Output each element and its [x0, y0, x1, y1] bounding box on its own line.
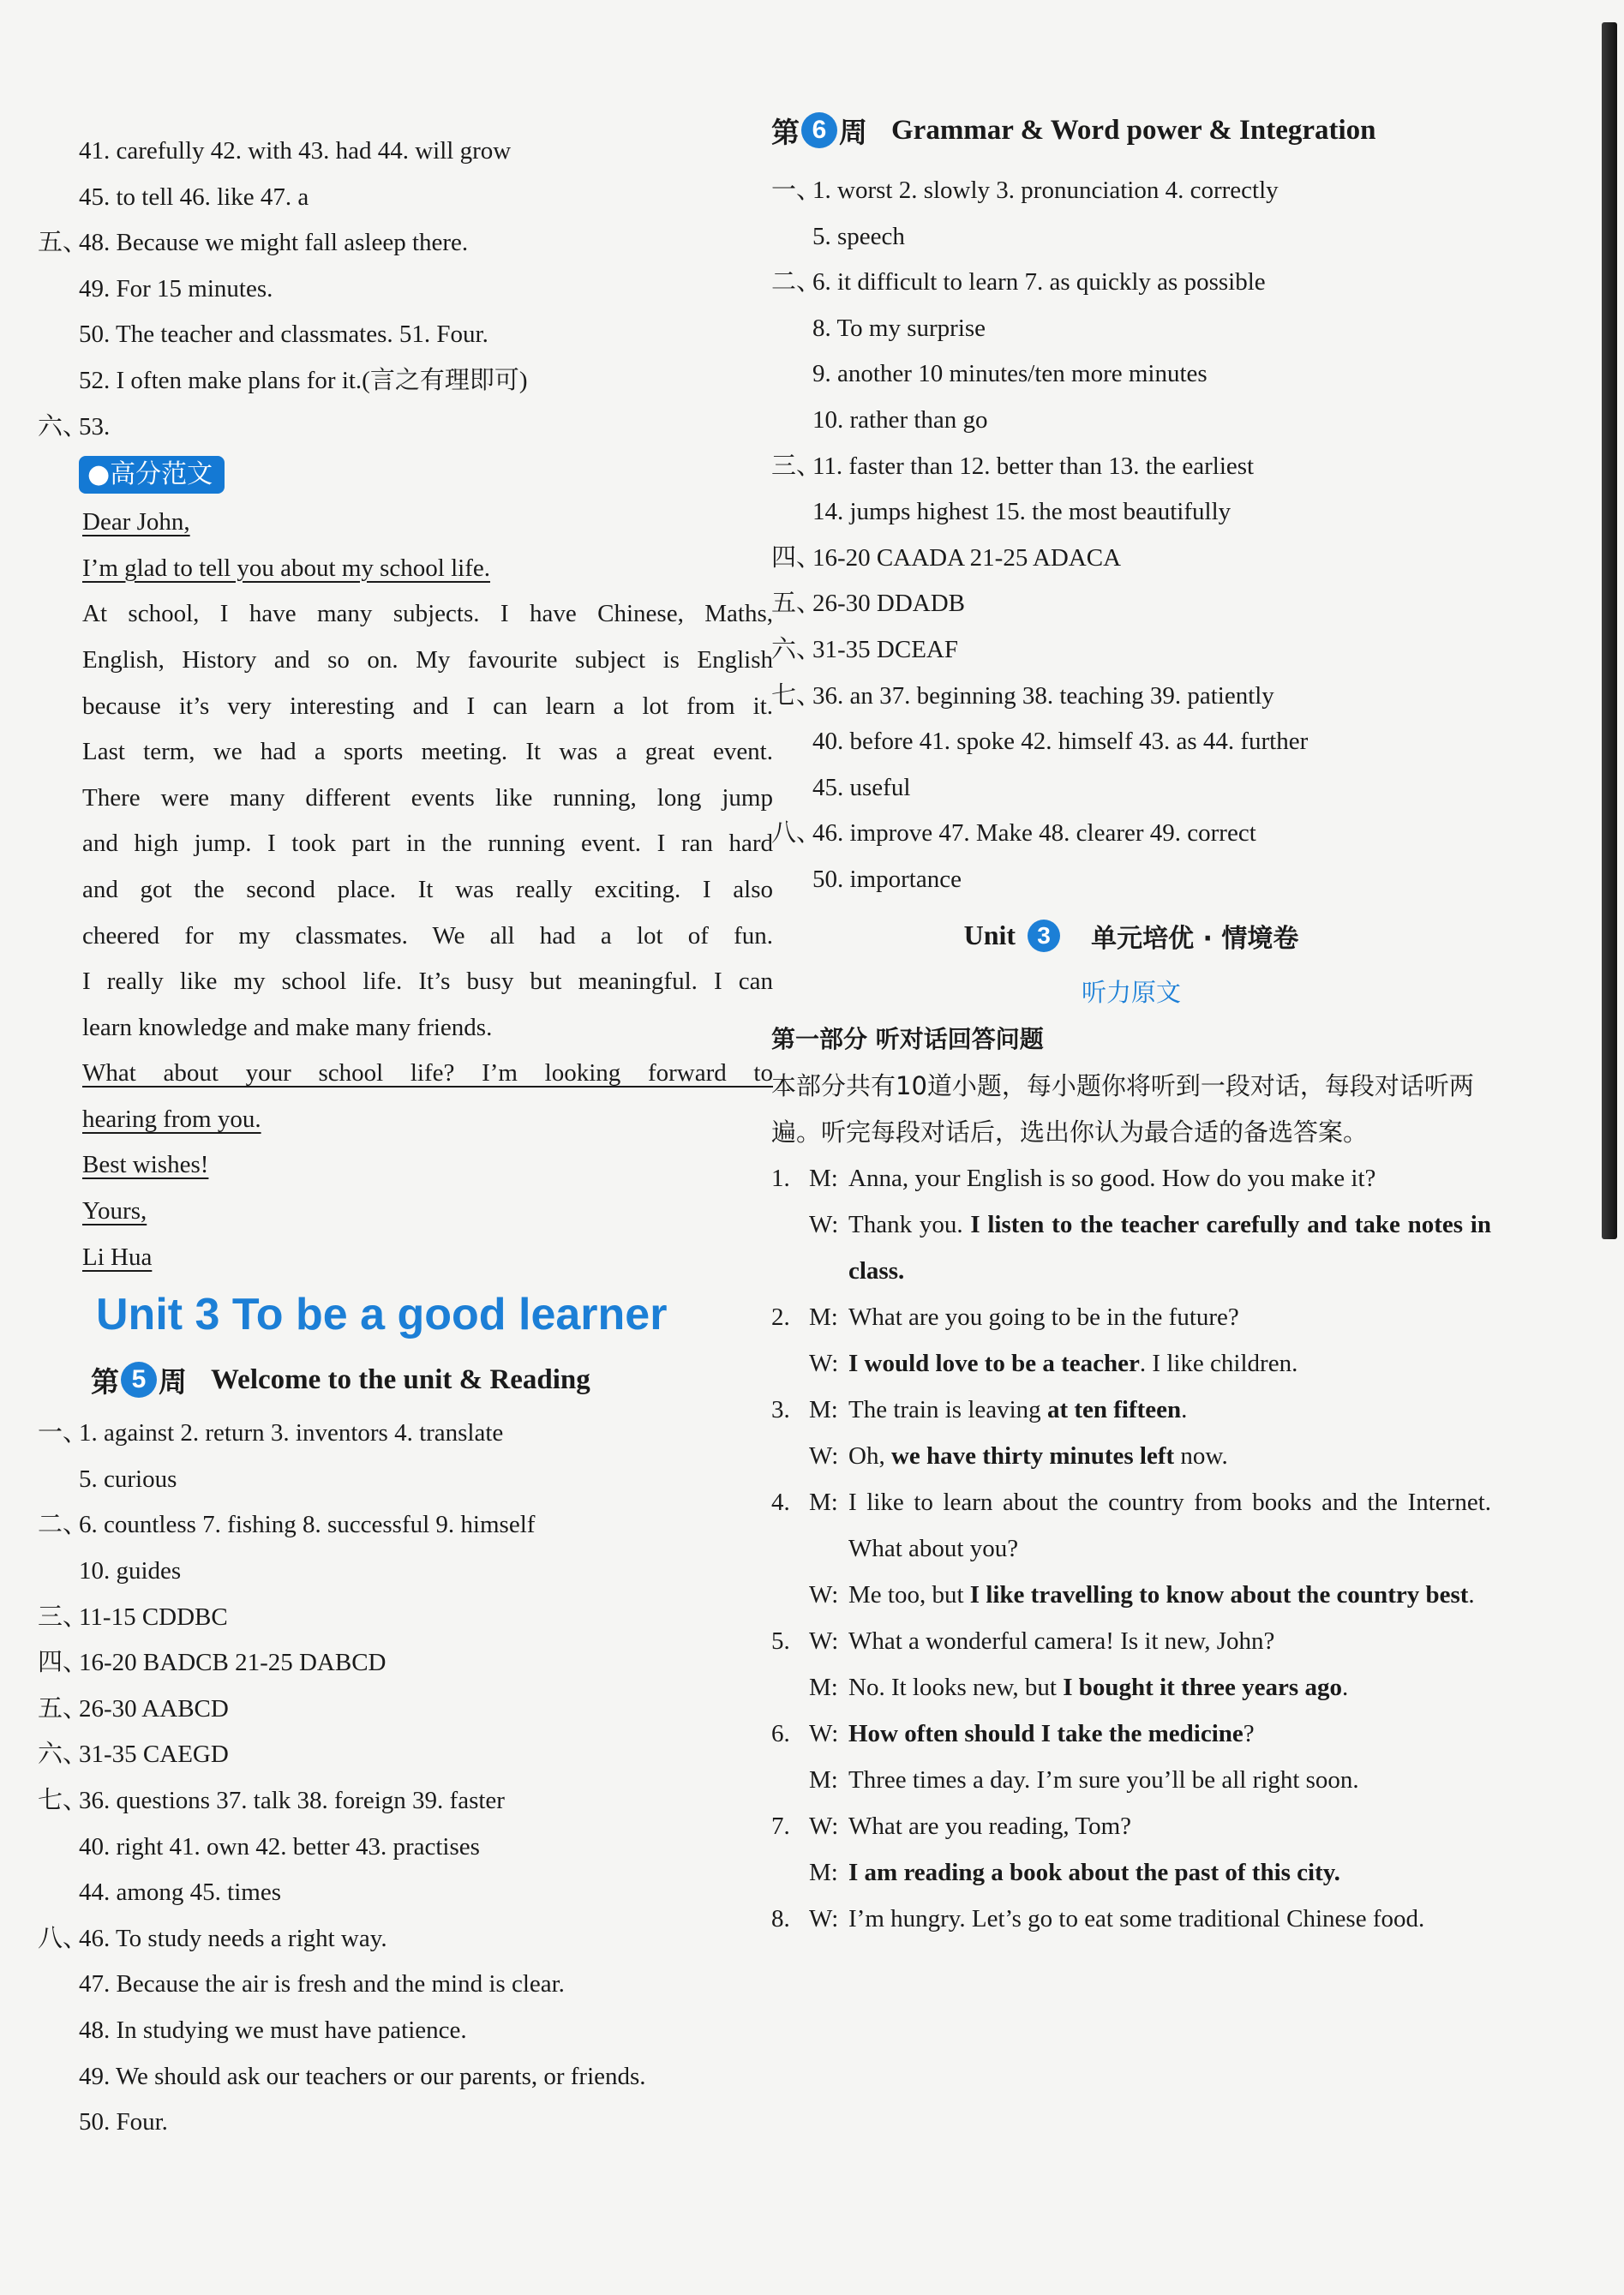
week-6-answers: 一、1. worst 2. slowly 3. pronunciation 4. correctly 5. speech 二、6. it difficult to learn 7. as quickly as possible 8. To my surprise 9. another 10 minutes/ten more minutes 10. rather than go 三、11. faster than 12. better than 13. the earliest 14. jumps highest 15. the most beautifully 四、16-20 CAADA 21-25 ADACA 五、26-30 DDADB 六、31-35 DCEAF 七、36. an 37. beginning 38. teaching 39. patiently 40. before 41. spoke 42. himself 43. as 44. further 45. useful 八、46. improve 47. Make 48. clearer 49. correct 50. importance: [771, 177, 1309, 893]
right-column: [771, 114, 1491, 1942]
unit-number-badge: 3: [1028, 920, 1060, 952]
dialogue-line: 2. M: What are you going to be in the future?: [771, 1303, 1239, 1331]
essay-closing: What about your school life? I’m looking forward to: [82, 1059, 773, 1088]
essay-line: At school, I have many subjects. I have Chinese, Maths,: [82, 600, 773, 628]
essay-line: English, History and so on. My favourite subject is English: [82, 645, 773, 674]
page-edge-shadow: [1602, 22, 1617, 1239]
essay-signature: Li Hua: [82, 1243, 153, 1271]
dialogue-line: W: Oh, we have thirty minutes left now.: [809, 1441, 1228, 1470]
answers-bottom: 一、1. against 2. return 3. inventors 4. translate 5. curious 二、6. countless 7. fishing 8. successful 9. himself 10. guides 三、11-15 CDDBC 四、16-20 BADCB 21-25 DABCD 五、26-30 AABCD 六、31-35 CAEGD 七、36. questions 37. talk 38. foreign 39. faster 40. right 41. own 42. better 43. practises 44. among 45. times 八、46. To study needs a right way. 47. Because the air is fresh and the mind is clear. 48. In studying we must have patience. 49. We should ask our teachers or our parents, or friends. 50. Four.: [38, 1419, 646, 2136]
dialogue-line: M: Three times a day. I’m sure you’ll be all right soon.: [809, 1765, 1359, 1794]
essay-line: learn knowledge and make many friends.: [82, 1013, 493, 1041]
dialogue-line: 8. W: I’m hungry. Let’s go to eat some traditional Chinese food.: [771, 1904, 1425, 1932]
unit-3-header: Unit 3 单元培优 · 情境卷: [963, 920, 1299, 954]
left-column: [38, 129, 773, 2146]
answers-top: 41. carefully 42. with 43. had 44. will grow 45. to tell 46. like 47. a 五、48. Because we might fall asleep there. 49. For 15 minutes. 50. The teacher and classmates. 51. Four. 52. I often make plans for it.(言之有理即可) 六、53.: [38, 137, 528, 440]
unit-title: Unit 3 To be a good learner: [96, 1290, 668, 1340]
dialogue-line: W: Thank you. I listen to the teacher carefully and take notes in class.: [809, 1210, 1491, 1285]
essay-line: I really like my school life. It’s busy but meaningful. I can: [82, 968, 773, 996]
week-number-badge: 6: [801, 112, 837, 148]
dialogue-line: 4. M: I like to learn about the country from books and the Internet. What about you?: [771, 1488, 1491, 1562]
essay-line: There were many different events like running, long jump: [82, 783, 773, 812]
model-essay-badge: ●高分范文: [79, 456, 225, 494]
week-5-header: 第 5 周 Welcome to the unit & Reading: [38, 1349, 740, 1411]
dialogue-line: 6. W: How often should I take the medicine?: [771, 1719, 1255, 1747]
dialogue-line: 1. M: Anna, your English is so good. How do you make it?: [771, 1164, 1376, 1192]
part-1-title: 第一部分 听对话回答问题: [771, 1024, 1044, 1053]
essay-greeting: Dear John,: [82, 508, 190, 536]
essay-line: cheered for my classmates. We all had a lot of fun.: [82, 921, 773, 950]
dialogue-line: 7. W: What are you reading, Tom?: [771, 1812, 1132, 1840]
week-number-badge: 5: [121, 1362, 157, 1398]
dialogue-line: 5. W: What a wonderful camera! Is it new, John?: [771, 1627, 1275, 1655]
dialogue-line: W: Me too, but I like travelling to know about the country best.: [809, 1580, 1475, 1609]
essay-line: Last term, we had a sports meeting. It was a great event.: [82, 738, 773, 766]
dialogue-line: 3. M: The train is leaving at ten fifteen.: [771, 1395, 1188, 1423]
essay-intro: I’m glad to tell you about my school life.: [82, 554, 490, 582]
listening-title: 听力原文: [1081, 977, 1181, 1007]
week-6-header: 第 6 周 Grammar & Word power & Integration: [771, 99, 1491, 161]
dialogues: [771, 1155, 1491, 1942]
dialogue-line: M: I am reading a book about the past of this city.: [809, 1858, 1340, 1886]
essay-wishes: Best wishes!: [82, 1151, 209, 1179]
model-essay: [38, 500, 773, 1280]
dialogue-line: W: I would love to be a teacher. I like children.: [809, 1349, 1298, 1377]
essay-line: and got the second place. It was really exciting. I also: [82, 875, 773, 903]
essay-yours: Yours,: [82, 1197, 147, 1225]
part-1-description: 本部分共有10道小题，每小题你将听到一段对话，每段对话听两遍。听完每段对话后，选出你认为最合适的备选答案。: [771, 1070, 1474, 1147]
essay-closing: hearing from you.: [82, 1105, 261, 1133]
essay-line: and high jump. I took part in the running event. I ran hard: [82, 830, 773, 858]
essay-line: because it’s very interesting and I can learn a lot from it.: [82, 692, 773, 720]
dialogue-line: M: No. It looks new, but I bought it three years ago.: [809, 1673, 1349, 1701]
